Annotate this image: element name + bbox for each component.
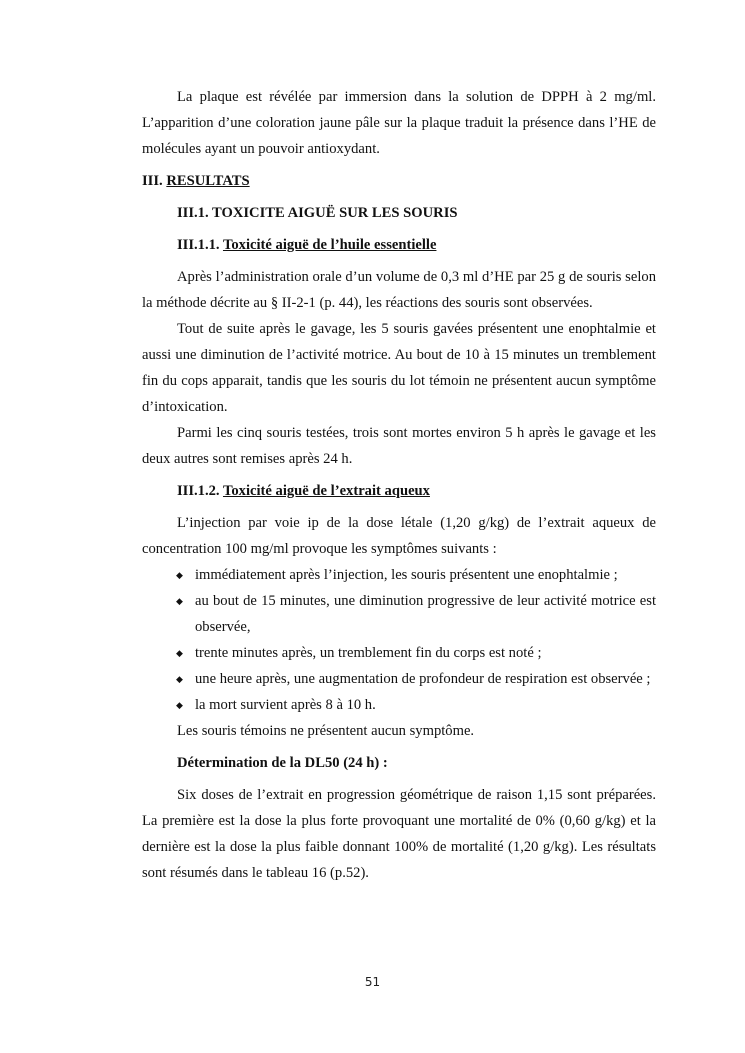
list-item: ◆ immédiatement après l’injection, les souris présentent une enophtalmie ; (176, 562, 656, 588)
huile-paragraph-1: Après l’administration orale d’un volume de 0,3 ml d’HE par 25 g de souris selon la méthode décrite au § II-2-1 (p. 44), les réactions des souris sont observées. (142, 269, 656, 311)
control-note: Les souris témoins ne présentent aucun symptôme. (177, 723, 475, 739)
dl50-heading: Détermination de la DL50 (24 h) : (177, 755, 388, 771)
dl50-paragraph: Six doses de l’extrait en progression géométrique de raison 1,15 sont préparées. La première est la dose la plus forte provoquant une mortalité de 0% (0,60 g/kg) et la dernière est la dose la plus faible donnant 100% de mortalité (1,20 g/kg). Les résultats sont résumés dans le tableau 16 (p.52). (142, 787, 656, 881)
diamond-bullet-icon: ◆ (176, 700, 183, 710)
subsubsection-heading-huile (142, 232, 656, 258)
extrait-intro-paragraph: L’injection par voie ip de la dose létale (1,20 g/kg) de l’extrait aqueux de concentration 100 mg/ml provoque les symptômes suivants : (142, 515, 656, 557)
document-page (142, 84, 656, 886)
section-title: RESULTATS (166, 173, 250, 189)
list-item: ◆ une heure après, une augmentation de profondeur de respiration est observée ; (176, 666, 656, 692)
diamond-bullet-icon: ◆ (176, 674, 183, 684)
diamond-bullet-icon: ◆ (176, 570, 183, 580)
huile-paragraph-3: Parmi les cinq souris testées, trois sont mortes environ 5 h après le gavage et les deux autres sont remises après 24 h. (142, 425, 656, 467)
subsubsection-title: Toxicité aiguë de l’extrait aqueux (222, 483, 430, 499)
subsubsection-number: III.1.1. (177, 237, 220, 253)
section-heading-resultats (142, 168, 656, 194)
intro-paragraph: La plaque est révélée par immersion dans la solution de DPPH à 2 mg/ml. L’apparition d’une coloration jaune pâle sur la plaque traduit la présence dans l’HE de molécules ayant un pouvoir antioxydant. (142, 89, 656, 157)
section-number: III. (142, 173, 163, 189)
diamond-bullet-icon: ◆ (176, 596, 183, 606)
page-number: 51 (364, 975, 381, 989)
diamond-bullet-icon: ◆ (176, 648, 183, 658)
list-item: ◆ trente minutes après, un tremblement fin du corps est noté ; (176, 640, 656, 666)
subsubsection-title: Toxicité aiguë de l’huile essentielle (222, 237, 437, 253)
list-item: ◆ la mort survient après 8 à 10 h. (176, 692, 656, 718)
subsection-heading-toxicite: III.1. TOXICITE AIGUË SUR LES SOURIS (177, 205, 458, 221)
symptom-list (142, 562, 656, 718)
list-item: ◆ au bout de 15 minutes, une diminution progressive de leur activité motrice est observée, (176, 588, 656, 640)
subsubsection-heading-extrait (142, 478, 656, 504)
subsubsection-number: III.1.2. (177, 483, 220, 499)
huile-paragraph-2: Tout de suite après le gavage, les 5 souris gavées présentent une enophtalmie et aussi une diminution de l’activité motrice. Au bout de 10 à 15 minutes un tremblement fin du cops apparait, tandis que les souris du lot témoin ne présentent aucun symptôme d’intoxication. (142, 321, 656, 415)
